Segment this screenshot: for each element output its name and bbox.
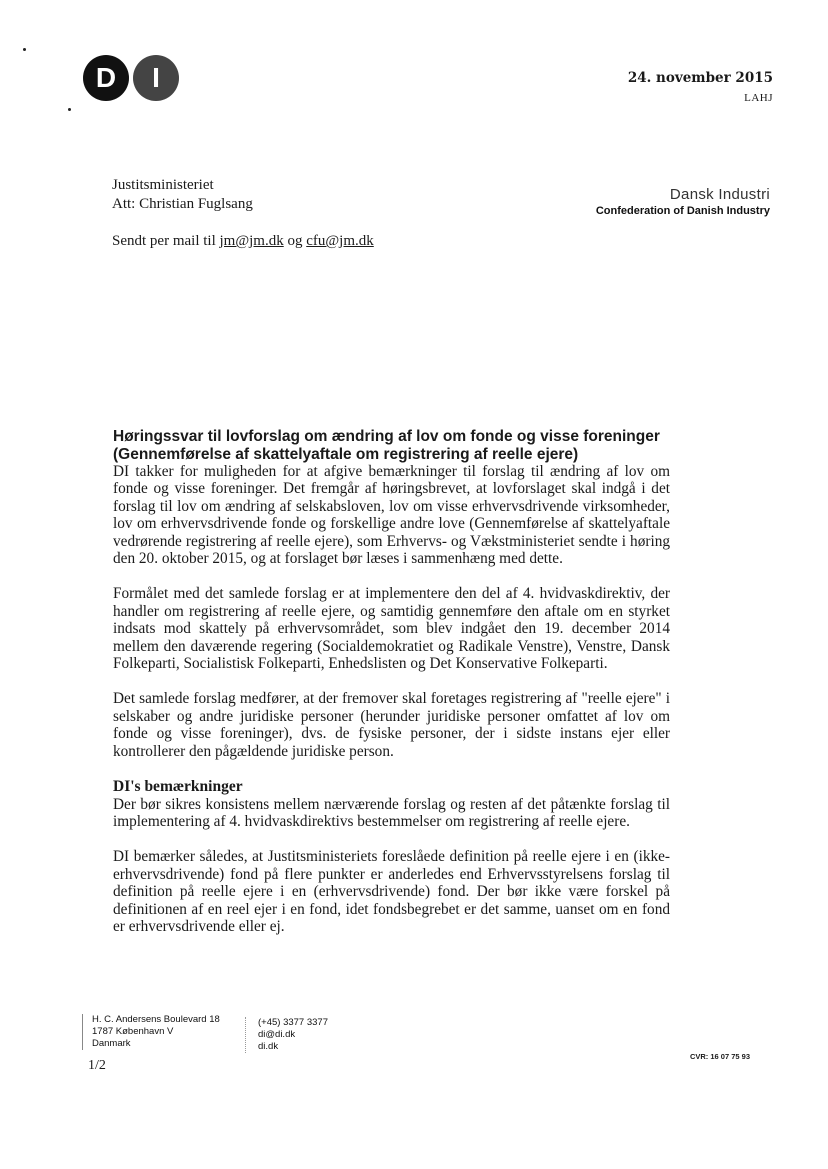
footer-address (82, 1014, 220, 1050)
sent-joiner: og (283, 233, 307, 249)
section-heading: DI's bemærkninger (113, 778, 243, 796)
cvr-number: CVR: 16 07 75 93 (689, 1052, 750, 1061)
title-line-1: Høringssvar til lovforslag om ændring af lov om fonde og visse foreninger (113, 428, 660, 445)
footer-contact (245, 1017, 328, 1053)
email-link-jm[interactable]: jm@jm.dk (219, 233, 284, 249)
paragraph-purpose: Formålet med det samlede forslag er at implementere den del af 4. hvidvaskdirektiv, der handler om registrering af reelle ejere, og samtidig gennemføre den aftale om en styrket indsats mod skattely på erhvervsområdet, som blev indgået den 19. december 2014 mellem den daværende regering (Socialdemokratiet og Radikale Venstre), Venstre, Dansk Folkeparti, Socialistisk Folkeparti, Enhedslisten og Det Konservative Folkeparti. (113, 585, 670, 673)
recipient-attention: Att: Christian Fuglsang (112, 196, 253, 212)
paragraph-effect: Det samlede forslag medfører, at der fremover skal foretages registrering af "reelle ejere" i selskaber og andre juridiske personer (herunder juridiske personer omfattet af lov om fonde og visse foreninger), dvs. de fysiske personer, der i sidste instans ejer eller kontrollerer den pågældende juridiske person. (113, 690, 670, 760)
brand-block (596, 186, 770, 217)
di-logo (83, 55, 193, 105)
document-title (113, 428, 670, 463)
page-number: 1/2 (88, 1058, 106, 1073)
email-link-cfu[interactable]: cfu@jm.dk (306, 233, 374, 249)
scan-speck (68, 108, 71, 111)
logo-letter-d: D (83, 55, 129, 101)
paragraph-intro: DI takker for muligheden for at afgive bemærkninger til forslag til ændring af lov om fonde og visse foreninger. Det fremgår af høringsbrevet, at lovforslaget skal indgå i det forslag til lov om ændring af selskabsloven, lov om visse erhvervsdrivende virksomheder, lov om erhvervsdrivende fonde og forskellige andre love (Gennemførelse af skattelyaftale vedrørende registrering af reelle ejere), som Erhvervs- og Vækstministeriet sendte i høring den 20. oktober 2015, og at forslaget bør læses i sammenhæng med dette. (113, 463, 670, 568)
recipient-organization: Justitsministeriet (112, 177, 214, 193)
brand-name: Dansk Industri (669, 186, 770, 203)
address-country: Danmark (92, 1038, 131, 1049)
contact-website: di.dk (258, 1041, 279, 1052)
brand-subtitle: Confederation of Danish Industry (595, 205, 770, 217)
letter-body (113, 428, 670, 953)
paragraph-consistency: Der bør sikres konsistens mellem nærværende forslag og resten af det påtænkte forslag til implementering af 4. hvidvaskdirektivs bestemmelser om registrering af reelle ejere. (113, 795, 670, 830)
sent-by-mail-line (112, 233, 374, 250)
address-city: 1787 København V (92, 1026, 174, 1037)
author-initials: LAHJ (744, 92, 773, 104)
recipient-block (112, 176, 253, 214)
logo-letter-i: I (133, 55, 179, 101)
address-street: H. C. Andersens Boulevard 18 (92, 1014, 220, 1025)
sent-prefix: Sendt per mail til (112, 233, 220, 249)
paragraph-definition: DI bemærker således, at Justitsministeriets foreslåede definition på reelle ejere i en (ikke-erhvervsdrivende) fond på flere punkter er anderledes end Erhvervsstyrelsens forslag til definition på reelle ejere i en (erhvervsdrivende) fond. Der bør ikke være forskel på definitionen af en reel ejer i en fond, idet fondsbegrebet er det samme, uanset om en fond er erhvervsdrivende eller ej. (113, 848, 670, 936)
letter-date: 24. november 2015 (627, 70, 773, 86)
contact-phone: (+45) 3377 3377 (258, 1017, 328, 1028)
title-line-2: (Gennemførelse af skattelyaftale om registrering af reelle ejere) (113, 445, 579, 463)
contact-email: di@di.dk (258, 1029, 296, 1040)
scan-speck (23, 48, 26, 51)
